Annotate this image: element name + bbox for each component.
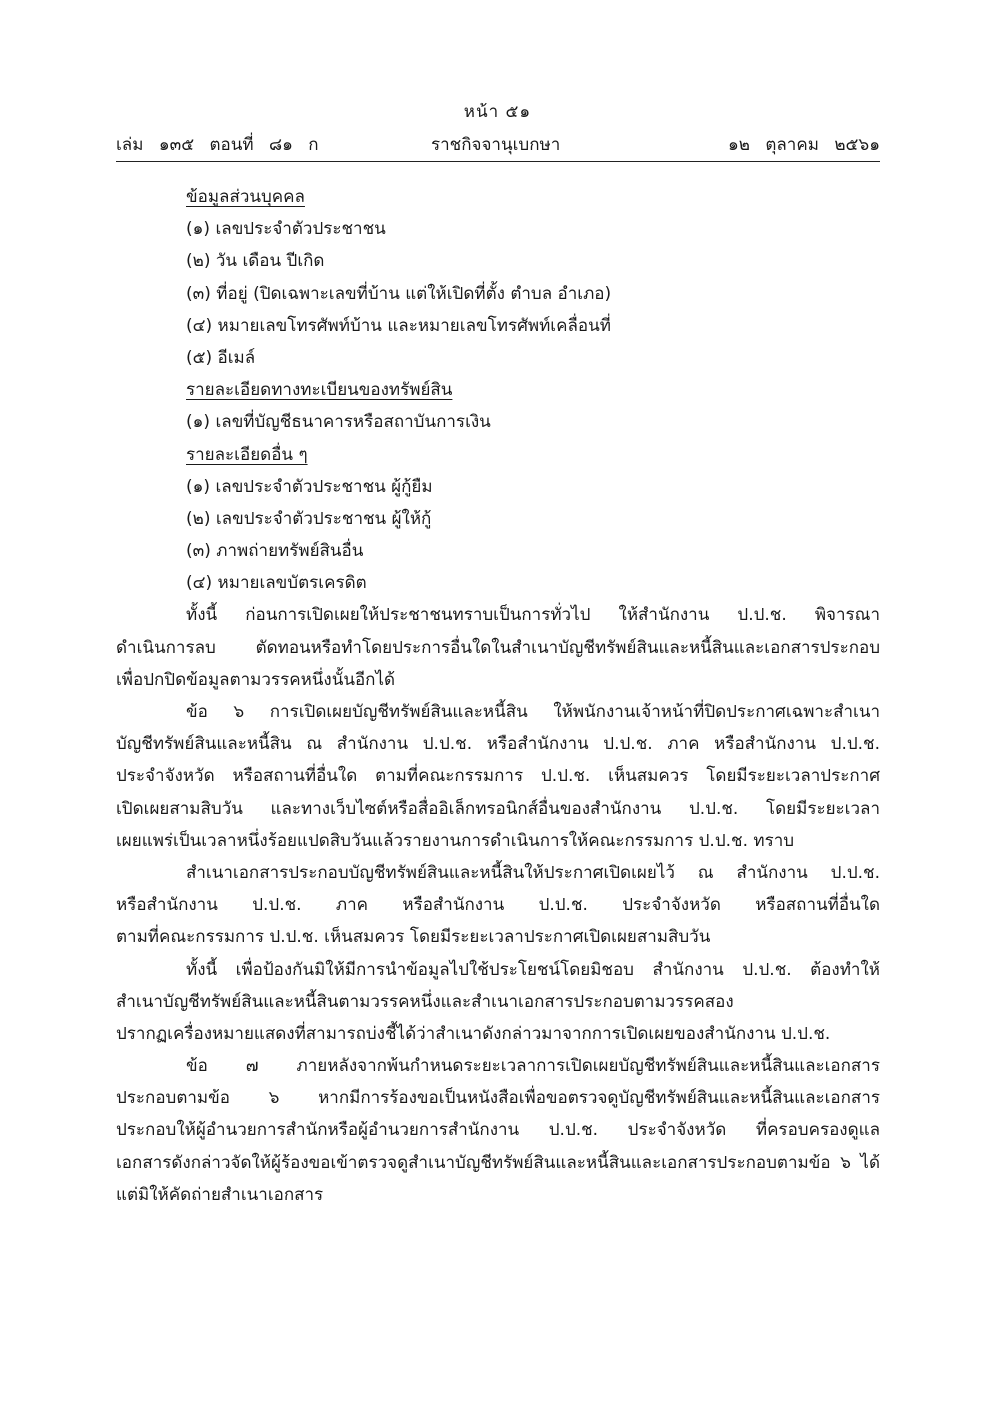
paragraph-line: ทั้งนี้ ก่อนการเปิดเผยให้ประชาชนทราบเป็นการทั่วไป ให้สำนักงาน ป.ป.ช. พิจารณา bbox=[186, 605, 880, 626]
publication-date: ๑๒ ตุลาคม ๒๕๖๑ bbox=[727, 135, 880, 155]
paragraph-line: ดำเนินการลบ ตัดทอนหรือทำโดยประการอื่นใดในสำเนาบัญชีทรัพย์สินและหนี้สินและเอกสารประกอบ bbox=[116, 637, 880, 658]
document-body bbox=[116, 181, 880, 1211]
paragraph-line: หรือสำนักงาน ป.ป.ช. ภาค หรือสำนักงาน ป.ป.ช. ประจำจังหวัด หรือสถานที่อื่นใด bbox=[116, 895, 880, 916]
paragraph-line: บัญชีทรัพย์สินและหนี้สิน ณ สำนักงาน ป.ป.ช. หรือสำนักงาน ป.ป.ช. ภาค หรือสำนักงาน ป.ป.ช. bbox=[116, 734, 880, 755]
list-item: (๒) วัน เดือน ปีเกิด bbox=[186, 251, 325, 272]
paragraph-line: ข้อ ๗ ภายหลังจากพ้นกำหนดระยะเวลาการเปิดเผยบัญชีทรัพย์สินและหนี้สินและเอกสาร bbox=[186, 1056, 880, 1077]
volume-issue: เล่ม ๑๓๕ ตอนที่ ๘๑ ก bbox=[116, 135, 319, 155]
paragraph-line: ข้อ ๖ การเปิดเผยบัญชีทรัพย์สินและหนี้สิน ให้พนักงานเจ้าหน้าที่ปิดประกาศเฉพาะสำเนา bbox=[186, 702, 880, 722]
paragraph-line: ประกอบให้ผู้อำนวยการสำนักหรือผู้อำนวยการสำนักงาน ป.ป.ช. ประจำจังหวัด ที่ครอบครองดูแล bbox=[116, 1120, 880, 1141]
paragraph-line: ประกอบตามข้อ ๖ หากมีการร้องขอเป็นหนังสือเพื่อขอตรวจดูบัญชีทรัพย์สินและหนี้สินและเอกสาร bbox=[116, 1088, 880, 1109]
list-item: (๓) ที่อยู่ (ปิดเฉพาะเลขที่บ้าน แต่ให้เปิดที่ตั้ง ตำบล อำเภอ) bbox=[186, 283, 612, 304]
paragraph-line: ปรากฏเครื่องหมายแสดงที่สามารถบ่งชี้ได้ว่าสำเนาดังกล่าวมาจากการเปิดเผยของสำนักงาน ป.ป.ช. bbox=[116, 1023, 831, 1044]
publication-name: ราชกิจจานุเบกษา bbox=[431, 135, 561, 155]
list-item: (๔) หมายเลขโทรศัพท์บ้าน และหมายเลขโทรศัพท์เคลื่อนที่ bbox=[186, 315, 611, 336]
list-item: (๑) เลขที่บัญชีธนาคารหรือสถาบันการเงิน bbox=[186, 412, 491, 433]
list-item: (๔) หมายเลขบัตรเครดิต bbox=[186, 573, 367, 594]
section-heading-text: รายละเอียดทางทะเบียนของทรัพย์สิน bbox=[186, 380, 453, 401]
section-heading bbox=[116, 439, 880, 471]
list-item: (๓) ภาพถ่ายทรัพย์สินอื่น bbox=[186, 541, 364, 562]
paragraph-line: แต่มิให้คัดถ่ายสำเนาเอกสาร bbox=[116, 1184, 324, 1205]
page-number: หน้า ๕๑ bbox=[463, 102, 532, 122]
section-heading bbox=[116, 374, 880, 406]
paragraph-line: สำเนาบัญชีทรัพย์สินและหนี้สินตามวรรคหนึ่งและสำเนาเอกสารประกอบตามวรรคสอง bbox=[116, 991, 734, 1012]
paragraph-line: เปิดเผยสามสิบวัน และทางเว็บไซต์หรือสื่ออิเล็กทรอนิกส์อื่นของสำนักงาน ป.ป.ช. โดยมีระยะเวลา bbox=[116, 798, 880, 819]
section-heading-text: ข้อมูลส่วนบุคคล bbox=[186, 187, 305, 207]
paragraph-line: เอกสารดังกล่าวจัดให้ผู้ร้องขอเข้าตรวจดูสำเนาบัญชีทรัพย์สินและหนี้สินและเอกสารประกอบตามข้อ ๖ ได้ bbox=[116, 1152, 880, 1173]
paragraph-line: ตามที่คณะกรรมการ ป.ป.ช. เห็นสมควร โดยมีระยะเวลาประกาศเปิดเผยสามสิบวัน bbox=[116, 927, 711, 948]
paragraph-line: เผยแพร่เป็นเวลาหนึ่งร้อยแปดสิบวันแล้วรายงานการดำเนินการให้คณะกรรมการ ป.ป.ช. ทราบ bbox=[116, 830, 795, 851]
header-divider bbox=[116, 161, 880, 162]
list-item: (๑) เลขประจำตัวประชาชน bbox=[186, 219, 386, 240]
section-heading-text: รายละเอียดอื่น ๆ bbox=[186, 444, 308, 465]
list-item: (๒) เลขประจำตัวประชาชน ผู้ให้กู้ bbox=[186, 508, 432, 529]
list-item: (๕) อีเมล์ bbox=[186, 347, 256, 368]
paragraph-line: ทั้งนี้ เพื่อป้องกันมิให้มีการนำข้อมูลไปใช้ประโยชน์โดยมิชอบ สำนักงาน ป.ป.ช. ต้องทำให้ bbox=[186, 959, 880, 980]
gazette-header bbox=[116, 131, 880, 157]
paragraph-line: ประจำจังหวัด หรือสถานที่อื่นใด ตามที่คณะกรรมการ ป.ป.ช. เห็นสมควร โดยมีระยะเวลาประกาศ bbox=[116, 766, 880, 787]
paragraph-line: สำเนาเอกสารประกอบบัญชีทรัพย์สินและหนี้สินให้ประกาศเปิดเผยไว้ ณ สำนักงาน ป.ป.ช. bbox=[186, 862, 880, 883]
paragraph-line: เพื่อปกปิดข้อมูลตามวรรคหนึ่งนั้นอีกได้ bbox=[116, 669, 396, 690]
list-item: (๑) เลขประจำตัวประชาชน ผู้กู้ยืม bbox=[186, 476, 433, 497]
section-heading bbox=[116, 181, 880, 213]
